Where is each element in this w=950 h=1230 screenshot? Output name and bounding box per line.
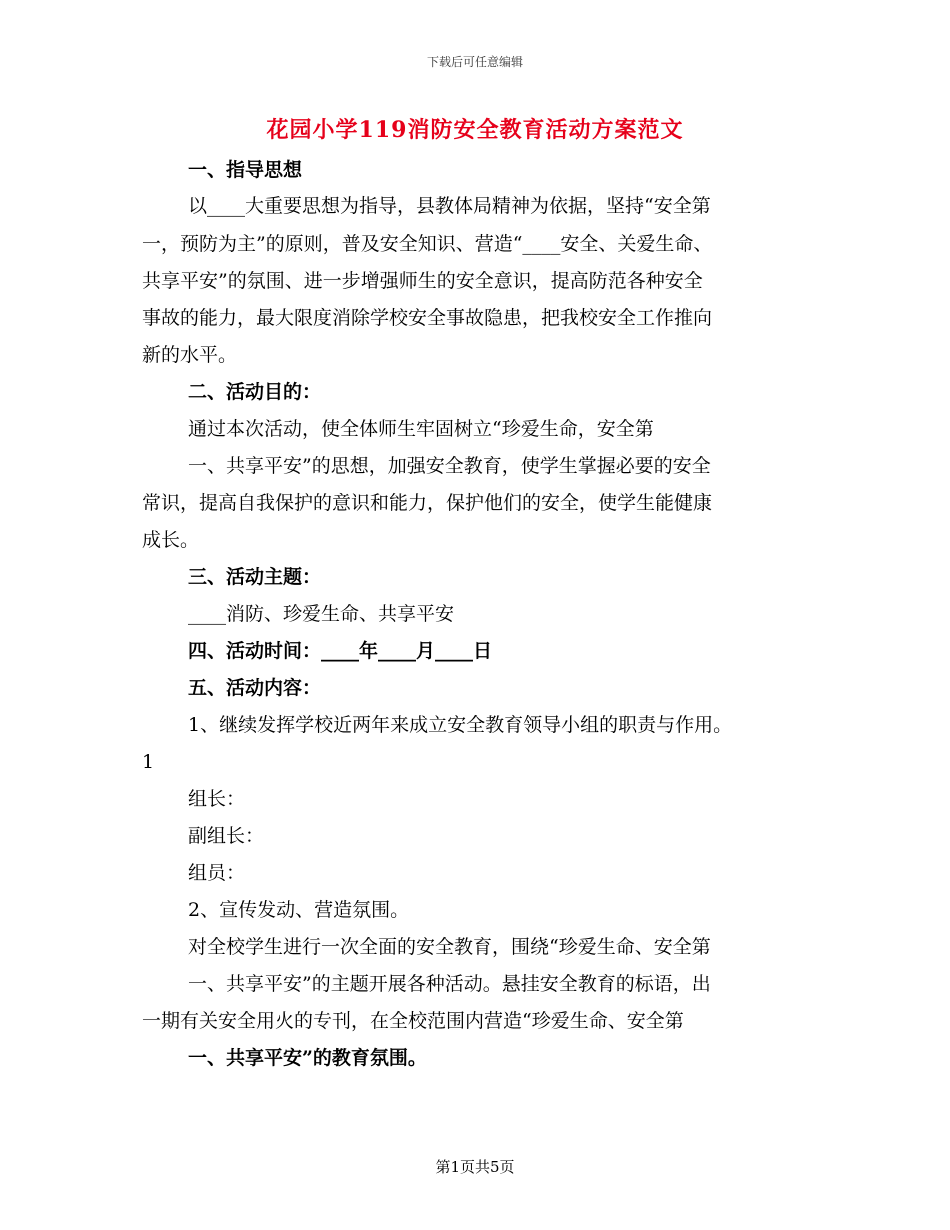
section-1-heading: 一、指导思想 (188, 159, 303, 181)
page-header-note: 下载后可任意编辑 (426, 55, 523, 69)
section-5-item-2-paragraph-line: 一、共享平安”的主题开展各种活动。悬挂安全教育的标语，出 (188, 973, 711, 995)
group-leader-label: 组长： (188, 788, 246, 810)
section-1-paragraph-line: 一，预防为主”的原则，普及安全知识、营造“____安全、关爱生命、 (142, 233, 713, 255)
section-5-heading: 五、活动内容： (188, 677, 322, 699)
section-3-theme: ____消防、珍爱生命、共享平安 (188, 603, 455, 625)
section-1-paragraph-line: 以____大重要思想为指导，县教体局精神为依据，坚持“安全第 (188, 195, 711, 217)
section-3-heading: 三、活动主题： (188, 566, 322, 588)
vice-leader-label: 副组长： (188, 825, 265, 847)
section-2-paragraph-line: 一、共享平安”的思想，加强安全教育，使学生掌握必要的安全 (188, 455, 711, 477)
section-2-paragraph-line: 成长。 (142, 529, 200, 551)
page-number: 第1页共5页 (435, 1158, 515, 1176)
section-1-paragraph-line: 共享平安”的氛围、进一步增强师生的安全意识，提高防范各种安全 (142, 270, 703, 292)
section-4-heading: 四、活动时间：____年____月____日 (188, 640, 493, 662)
section-5-item-1-continuation: 1 (142, 751, 155, 773)
document-title: 花园小学119消防安全教育活动方案范文 (266, 117, 684, 143)
section-2-paragraph-line: 常识，提高自我保护的意识和能力，保护他们的安全，使学生能健康 (142, 492, 713, 514)
section-2-heading: 二、活动目的： (188, 381, 322, 403)
section-1-paragraph-line: 新的水平。 (142, 344, 238, 366)
members-label: 组员： (188, 862, 246, 884)
section-5-item-2-paragraph-line: 对全校学生进行一次全面的安全教育，围绕“珍爱生命、安全第 (188, 936, 711, 958)
section-5-item-2-paragraph-line: 一期有关安全用火的专刊，在全校范围内营造“珍爱生命、安全第 (142, 1010, 684, 1032)
section-5-item-1: 1、继续发挥学校近两年来成立安全教育领导小组的职责与作用。 (188, 714, 733, 736)
section-1-paragraph-line: 事故的能力，最大限度消除学校安全事故隐患，把我校安全工作推向 (142, 307, 713, 329)
section-5-item-2: 2、宣传发动、营造氛围。 (188, 899, 410, 921)
section-2-paragraph-line: 通过本次活动，使全体师生牢固树立“珍爱生命，安全第 (188, 418, 654, 440)
section-5-item-2-paragraph-line: 一、共享平安”的教育氛围。 (188, 1047, 427, 1069)
